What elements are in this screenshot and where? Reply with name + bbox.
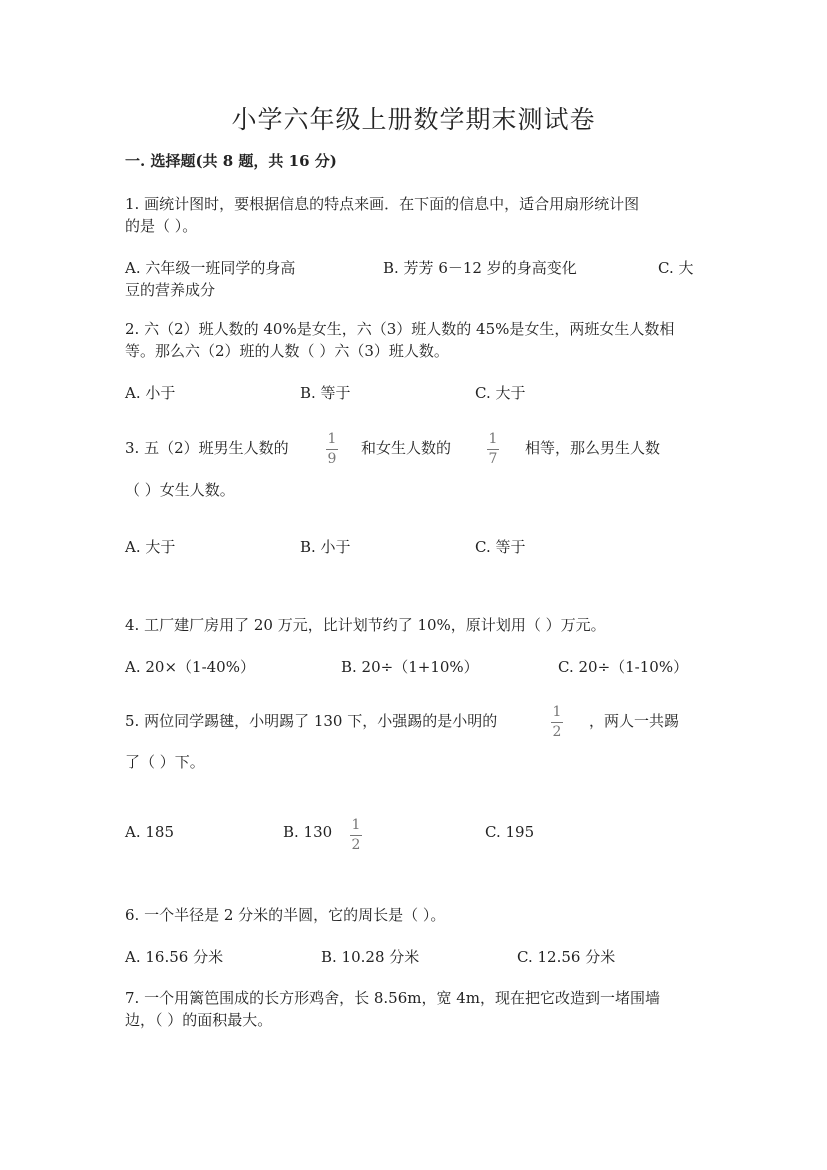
fraction-bar bbox=[487, 449, 499, 450]
question-1-line-1: 1. 画统计图时，要根据信息的特点来画．在下面的信息中，适合用扇形统计图 bbox=[125, 195, 640, 213]
question-2-line-2: 等。那么六（2）班的人数（ ）六（3）班人数。 bbox=[125, 342, 449, 360]
question-3-option-a: A. 大于 bbox=[125, 538, 176, 556]
question-7-line-2: 边，（ ）的面积最大。 bbox=[125, 1011, 273, 1029]
question-2-option-c: C. 大于 bbox=[475, 384, 526, 402]
fraction-denominator: 2 bbox=[552, 724, 562, 740]
question-1-option-c-cont: 豆的营养成分 bbox=[125, 281, 216, 299]
question-4-option-c: C. 20÷（1-10%） bbox=[558, 658, 689, 676]
fraction-bar bbox=[350, 835, 362, 836]
fraction-numerator: 1 bbox=[351, 817, 361, 833]
fraction-denominator: 7 bbox=[488, 451, 498, 467]
fraction-bar bbox=[551, 722, 563, 723]
question-4-option-b: B. 20÷（1+10%） bbox=[341, 658, 479, 676]
fraction-denominator: 2 bbox=[351, 837, 361, 853]
question-6-option-c: C. 12.56 分米 bbox=[517, 948, 616, 966]
question-3-option-b: B. 小于 bbox=[300, 538, 351, 556]
fraction-bar bbox=[326, 449, 338, 450]
question-3-part-3: 相等，那么男生人数 bbox=[525, 439, 661, 457]
question-1-line-2: 的是（ ）。 bbox=[125, 217, 198, 235]
question-5-option-a: A. 185 bbox=[125, 823, 174, 841]
fraction-numerator: 1 bbox=[488, 431, 498, 447]
fraction-denominator: 9 bbox=[327, 451, 337, 467]
question-4-option-a: A. 20×（1-40%） bbox=[125, 658, 255, 676]
page-title: 小学六年级上册数学期末测试卷 bbox=[231, 105, 596, 134]
question-2-option-b: B. 等于 bbox=[300, 384, 351, 402]
question-6-option-a: A. 16.56 分米 bbox=[125, 948, 224, 966]
question-5-option-b: B. 130 bbox=[283, 823, 333, 841]
question-3-line-2: （ ）女生人数。 bbox=[125, 481, 235, 499]
question-5-line-2: 了（ ）下。 bbox=[125, 753, 205, 771]
question-3-option-c: C. 等于 bbox=[475, 538, 526, 556]
question-5-part-1: 5. 两位同学踢毽，小明踢了 130 下，小强踢的是小明的 bbox=[125, 712, 498, 730]
question-5-option-c: C. 195 bbox=[485, 823, 535, 841]
question-1-option-c: C. 大 bbox=[658, 259, 694, 277]
question-7-line-1: 7. 一个用篱笆围成的长方形鸡舍，长 8.56m，宽 4m，现在把它改造到一堵围墙 bbox=[125, 989, 661, 1007]
question-5-option-b-fraction bbox=[350, 818, 362, 852]
question-2-option-a: A. 小于 bbox=[125, 384, 176, 402]
fraction-numerator: 1 bbox=[327, 431, 337, 447]
question-4-line-1: 4. 工厂建厂房用了 20 万元，比计划节约了 10%，原计划用（ ）万元。 bbox=[125, 616, 606, 634]
question-6-option-b: B. 10.28 分米 bbox=[321, 948, 420, 966]
question-3-part-2: 和女生人数的 bbox=[361, 439, 452, 457]
question-3-fraction-1 bbox=[326, 432, 338, 466]
question-1-option-b: B. 芳芳 6－12 岁的身高变化 bbox=[383, 259, 577, 277]
question-6-line-1: 6. 一个半径是 2 分米的半圆，它的周长是（ ）。 bbox=[125, 906, 446, 924]
question-5-fraction bbox=[551, 705, 563, 739]
question-5-part-2: ，两人一共踢 bbox=[589, 712, 680, 730]
fraction-numerator: 1 bbox=[552, 704, 562, 720]
question-2-line-1: 2. 六（2）班人数的 40%是女生，六（3）班人数的 45%是女生，两班女生人数相 bbox=[125, 320, 675, 338]
question-3-fraction-2 bbox=[487, 432, 499, 466]
section-heading: 一. 选择题(共 8 题，共 16 分) bbox=[125, 152, 337, 170]
question-1-option-a: A. 六年级一班同学的身高 bbox=[125, 259, 296, 277]
question-3-part-1: 3. 五（2）班男生人数的 bbox=[125, 439, 289, 457]
